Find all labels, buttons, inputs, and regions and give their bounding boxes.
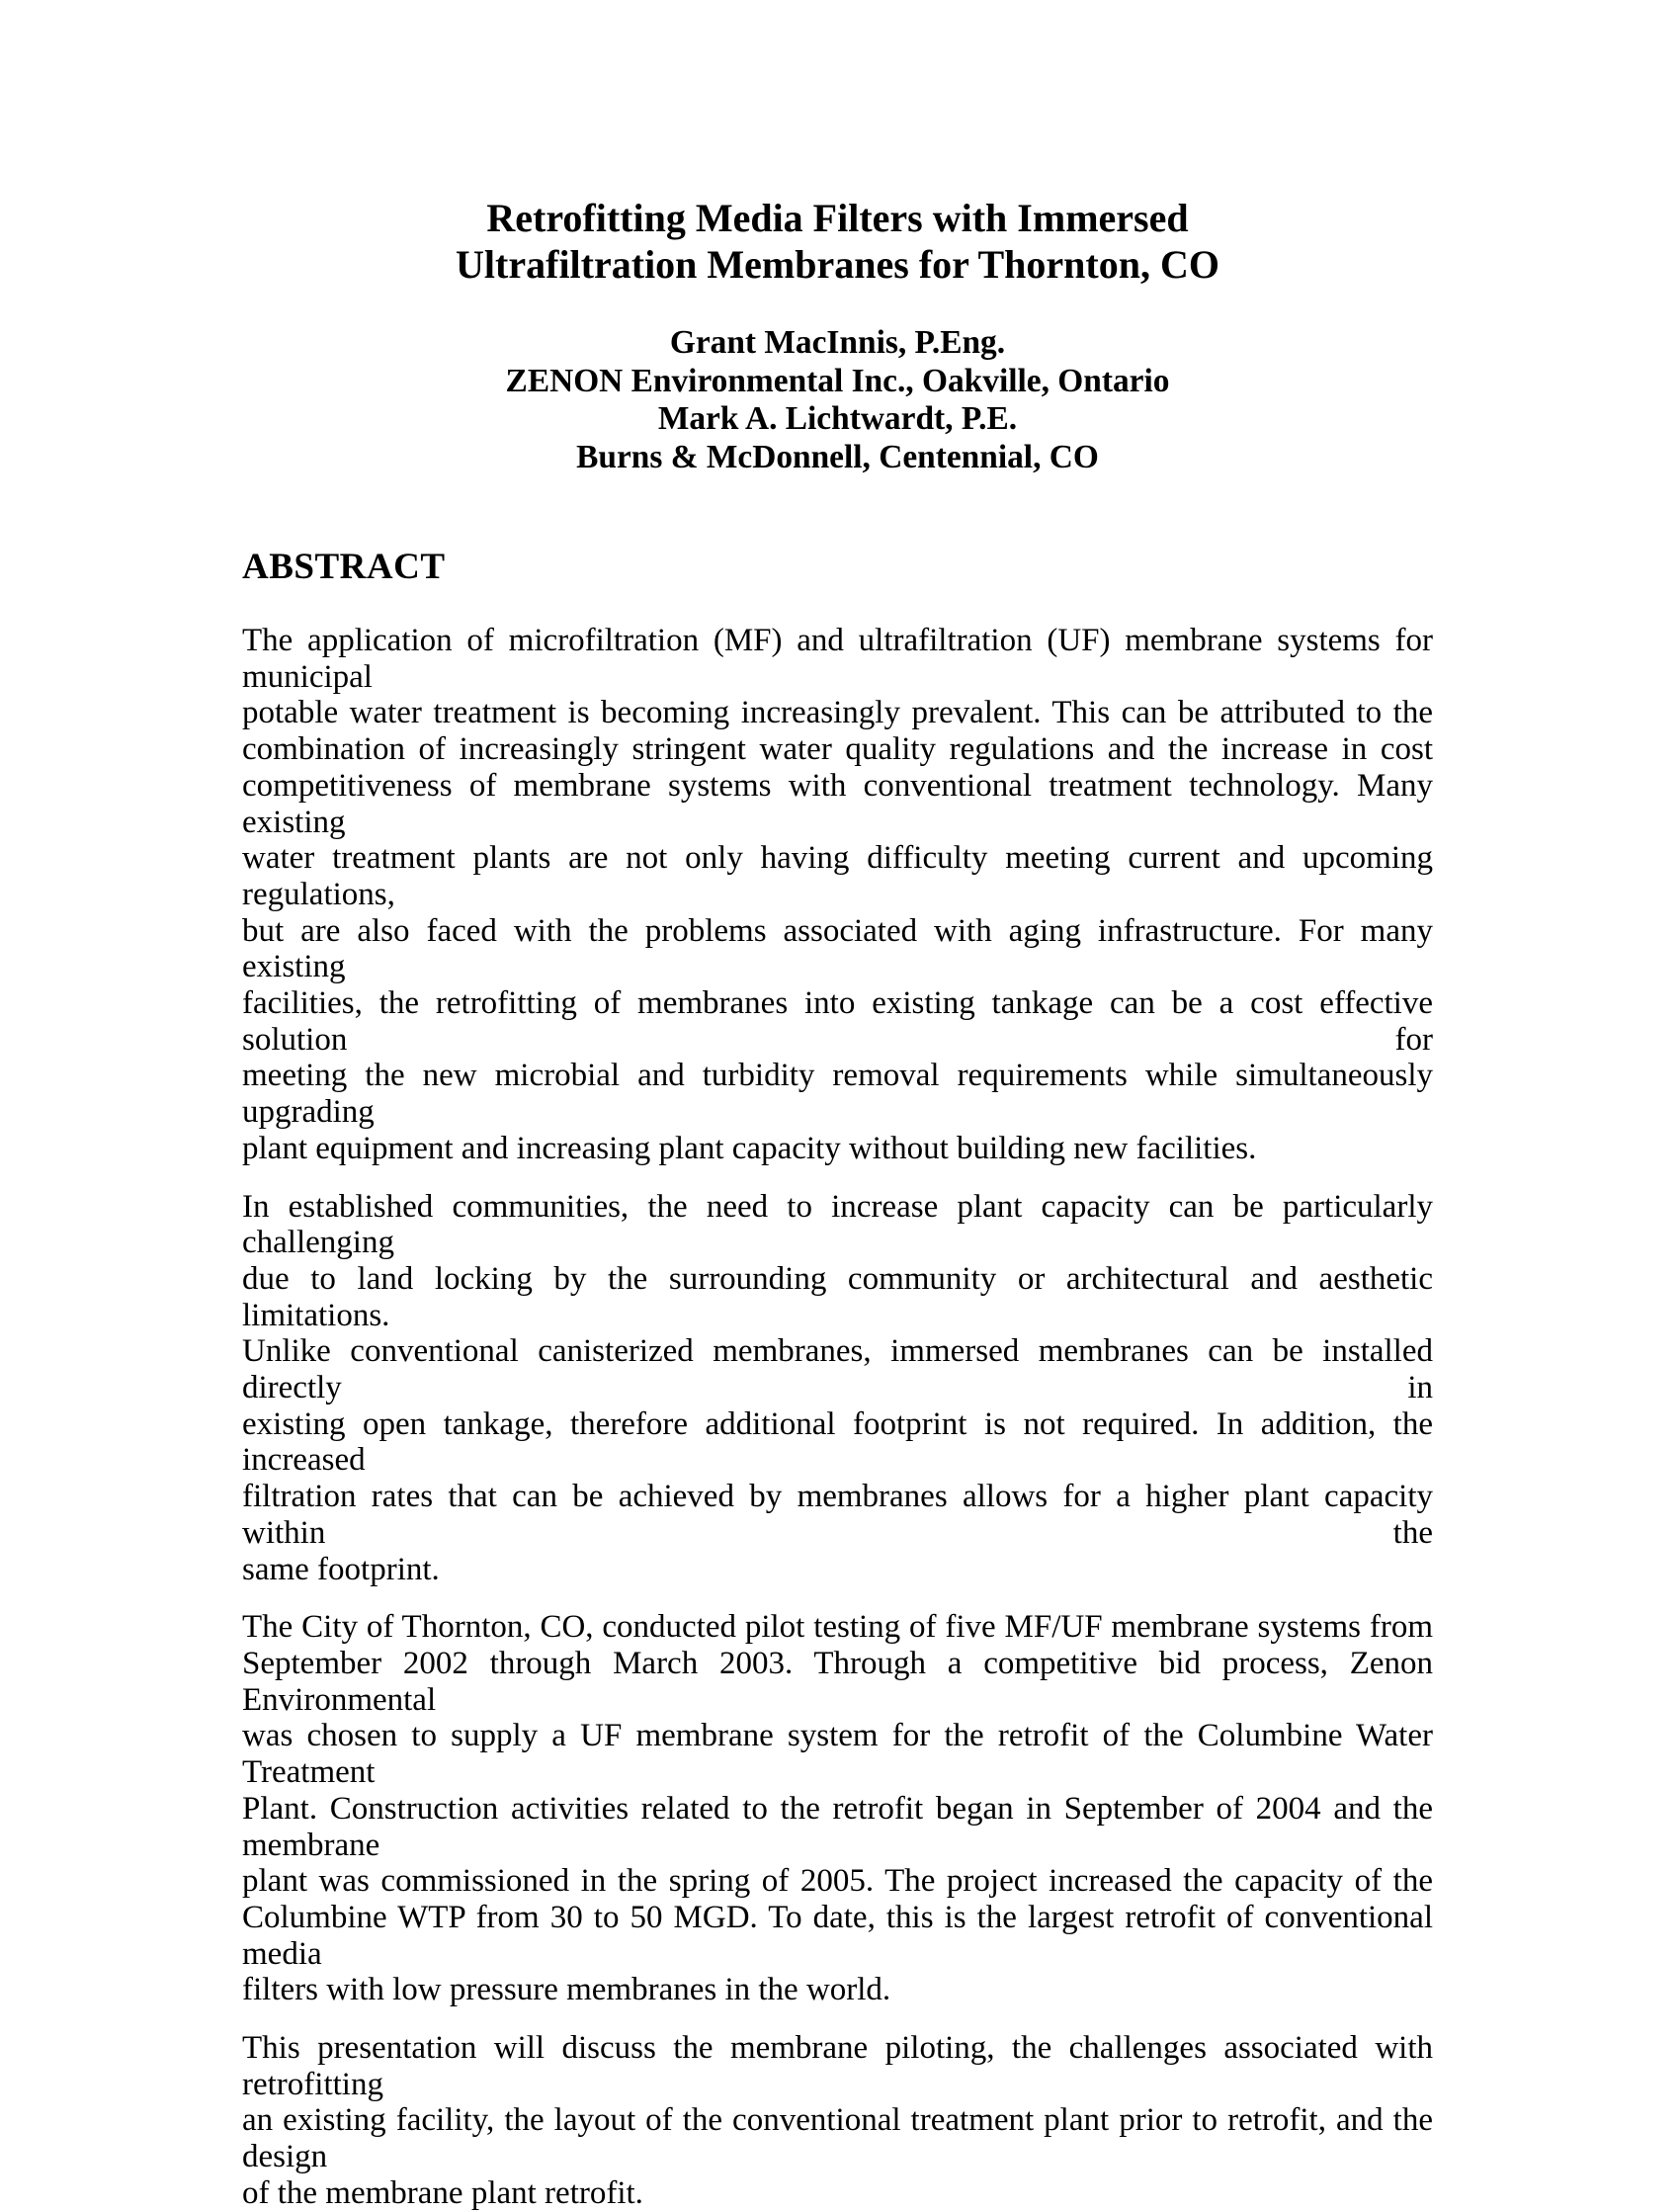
paragraph-line: of the membrane plant retrofit. <box>242 2174 643 2211</box>
paragraph-line: September 2002 through March 2003. Through a competitive bid process, Zenon Environmental <box>242 1645 1433 1718</box>
paragraph-line: plant equipment and increasing plant capacity without building new facilities. <box>242 1130 1257 1166</box>
paragraph-line: combination of increasingly stringent water quality regulations and the increase in cost <box>242 731 1433 768</box>
paragraph-line: but are also faced with the problems associated with aging infrastructure. For many existing <box>242 912 1433 985</box>
paragraph-line: meeting the new microbial and turbidity removal requirements while simultaneously upgrading <box>242 1058 1433 1131</box>
paragraph-line: same footprint. <box>242 1551 440 1587</box>
paragraph-line: an existing facility, the layout of the conventional treatment plant prior to retrofit, and the design <box>242 2102 1433 2175</box>
paper-title-line: Retrofitting Media Filters with Immersed <box>486 196 1189 240</box>
paragraph-line: In established communities, the need to increase plant capacity can be particularly challenging <box>242 1188 1433 1261</box>
paragraph-line: The City of Thornton, CO, conducted pilot testing of five MF/UF membrane systems from <box>242 1609 1433 1646</box>
paragraph-line: potable water treatment is becoming increasingly prevalent. This can be attributed to the <box>242 695 1433 731</box>
author-line: Mark A. Lichtwardt, P.E. <box>657 400 1018 437</box>
paragraph-line: Columbine WTP from 30 to 50 MGD. To date, this is the largest retrofit of conventional media <box>242 1899 1433 1972</box>
paragraph-line: filtration rates that can be achieved by membranes allows for a higher plant capacity within the <box>242 1479 1433 1551</box>
abstract-body <box>242 623 1433 2212</box>
paragraph-line: was chosen to supply a UF membrane system for the retrofit of the Columbine Water Treatment <box>242 1718 1433 1791</box>
author-line: Grant MacInnis, P.Eng. <box>669 324 1006 361</box>
paragraph-line: competitiveness of membrane systems with conventional treatment technology. Many existing <box>242 767 1433 840</box>
paragraph-line: plant was commissioned in the spring of 2005. The project increased the capacity of the <box>242 1863 1433 1900</box>
abstract-heading: ABSTRACT <box>242 547 446 587</box>
paper-title <box>242 195 1433 288</box>
abstract-paragraph <box>242 2030 1433 2212</box>
paragraph-line: water treatment plants are not only having difficulty meeting current and upcoming regulations, <box>242 840 1433 912</box>
paragraph-line: Plant. Construction activities related to the retrofit began in September of 2004 and the membrane <box>242 1790 1433 1863</box>
author-line: ZENON Environmental Inc., Oakville, Ontario <box>505 362 1170 399</box>
title-block <box>242 195 1433 476</box>
paragraph-line: existing open tankage, therefore additional footprint is not required. In addition, the increased <box>242 1405 1433 1479</box>
abstract-paragraph <box>242 1189 1433 1588</box>
paper-title-line: Ultrafiltration Membranes for Thornton, CO <box>456 242 1219 287</box>
paragraph-line: This presentation will discuss the membrane piloting, the challenges associated with retrofitting <box>242 2030 1433 2102</box>
paragraph-line: filters with low pressure membranes in the world. <box>242 1972 891 2008</box>
paragraph-line: Unlike conventional canisterized membranes, immersed membranes can be installed directly in <box>242 1333 1433 1406</box>
abstract-paragraph <box>242 1609 1433 2008</box>
author-block <box>242 324 1433 476</box>
abstract-paragraph <box>242 623 1433 1167</box>
paragraph-line: facilities, the retrofitting of membranes into existing tankage can be a cost effective solution for <box>242 985 1433 1058</box>
author-line: Burns & McDonnell, Centennial, CO <box>576 438 1099 475</box>
paragraph-line: The application of microfiltration (MF) and ultrafiltration (UF) membrane systems for municipal <box>242 623 1433 695</box>
paragraph-line: due to land locking by the surrounding community or architectural and aesthetic limitations. <box>242 1260 1433 1333</box>
